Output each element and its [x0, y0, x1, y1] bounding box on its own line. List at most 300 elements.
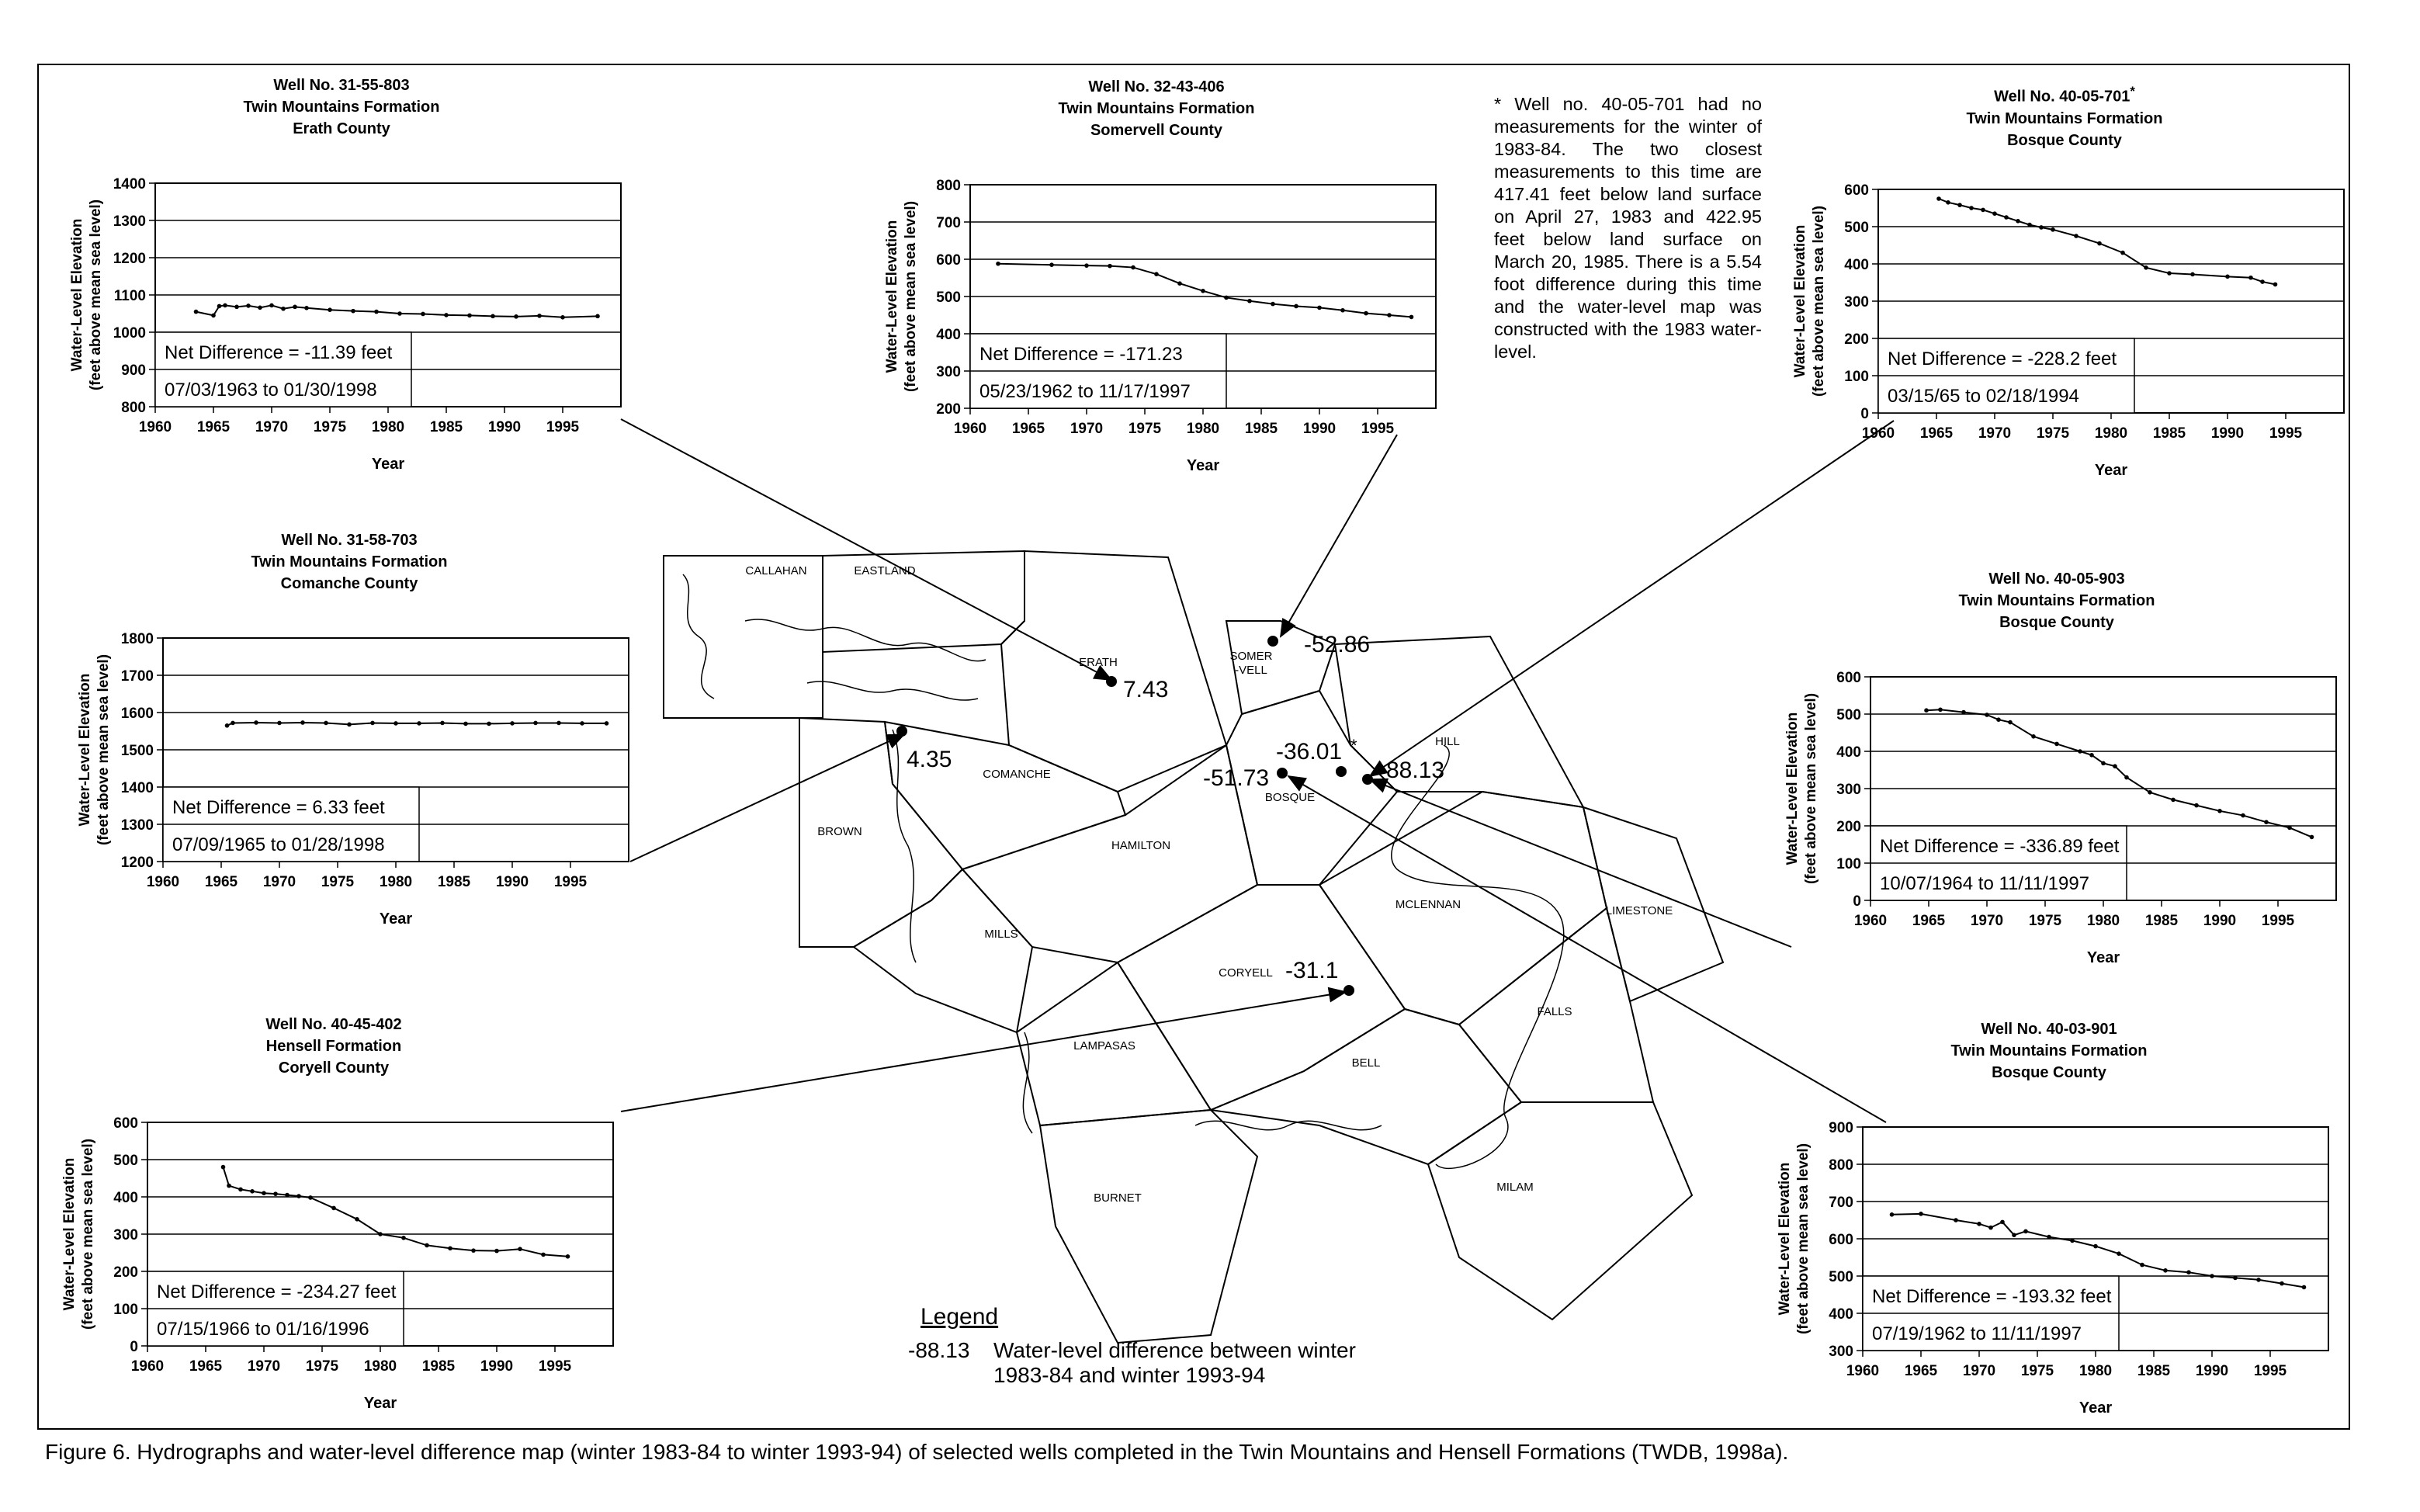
y-axis-label-line: (feet above mean sea level)	[1803, 692, 1819, 885]
x-tick-label: 1975	[305, 1358, 339, 1375]
county-label: FALLS	[1537, 1005, 1572, 1018]
county-label: COMANCHE	[983, 768, 1051, 781]
data-point	[277, 721, 282, 726]
y-tick-label: 300	[1844, 294, 1869, 310]
y-axis-label-line: (feet above mean sea level)	[903, 200, 919, 393]
y-tick-label: 1200	[120, 855, 154, 871]
period-label: 07/03/1963 to 01/30/1998	[165, 380, 377, 401]
x-tick-label: 1985	[421, 1358, 456, 1375]
data-point	[293, 305, 297, 310]
data-point	[518, 1247, 522, 1251]
x-tick-label: 1980	[379, 874, 413, 890]
x-axis-label: Year	[379, 910, 413, 928]
x-tick-label: 1995	[538, 1358, 572, 1375]
data-point	[2194, 803, 2199, 808]
data-point	[1988, 1226, 1993, 1230]
x-tick-label: 1985	[429, 419, 463, 435]
data-point	[1954, 1218, 1958, 1222]
y-tick-label: 1500	[120, 743, 154, 759]
hydrograph-title: Well No. 40-05-903 Twin Mountains Formation Bosque County	[1958, 570, 2155, 631]
period-label: 10/07/1964 to 11/11/1997	[1880, 873, 2090, 894]
y-tick-label: 200	[1836, 819, 1861, 835]
x-tick-label: 1960	[953, 421, 987, 437]
data-point	[491, 314, 495, 319]
y-axis-label-line: (feet above mean sea level)	[1795, 1143, 1812, 1335]
hydrograph-31-58-703	[54, 529, 644, 933]
data-point	[2310, 835, 2314, 840]
county-label: LAMPASAS	[1073, 1039, 1135, 1053]
legend-sample-value: -88.13	[908, 1338, 970, 1362]
data-point	[425, 1243, 429, 1248]
data-point	[2241, 813, 2245, 818]
y-tick-label: 100	[1836, 856, 1861, 872]
data-point	[467, 314, 472, 318]
data-point	[1938, 707, 1943, 712]
y-tick-label: 500	[1829, 1269, 1853, 1285]
data-point	[2012, 1233, 2016, 1237]
x-tick-label: 1970	[1970, 913, 2004, 929]
data-point	[1154, 272, 1159, 276]
y-tick-label: 600	[113, 1115, 138, 1132]
data-point	[1108, 264, 1112, 269]
y-tick-label: 900	[121, 362, 146, 379]
y-tick-label: 1600	[120, 706, 154, 722]
x-tick-label: 1990	[495, 874, 529, 890]
y-tick-label: 0	[1860, 406, 1869, 422]
y-tick-label: 300	[936, 364, 961, 380]
y-tick-label: 1700	[120, 668, 154, 685]
period-label: 05/23/1962 to 11/17/1997	[979, 381, 1191, 402]
data-point	[580, 721, 584, 726]
y-tick-label: 1400	[113, 176, 146, 192]
data-point	[1992, 211, 1997, 216]
y-axis-label	[1784, 693, 1819, 884]
x-axis-label: Year	[363, 1395, 397, 1412]
data-point	[2217, 809, 2222, 813]
x-tick-label: 1995	[1361, 421, 1395, 437]
x-axis-label: Year	[2086, 949, 2120, 966]
data-point	[250, 1189, 255, 1194]
x-tick-label: 1995	[553, 874, 588, 890]
well-value-40-05-903: -88.13	[1378, 758, 1445, 783]
net-difference-label: Net Difference = -234.27 feet	[157, 1281, 397, 1302]
data-point	[2163, 1268, 2168, 1273]
y-axis-label	[61, 1139, 96, 1330]
x-tick-label: 1990	[487, 419, 522, 435]
data-point	[296, 1194, 301, 1198]
y-tick-label: 600	[936, 252, 961, 269]
y-tick-label: 300	[1836, 782, 1861, 798]
y-axis-label-line: (feet above mean sea level)	[1811, 205, 1827, 397]
data-point	[2140, 1263, 2144, 1268]
x-tick-label: 1965	[1912, 913, 1946, 929]
county-label: BELL	[1351, 1056, 1381, 1070]
y-axis-label-line: Water-Level Elevation	[61, 1157, 78, 1311]
data-point	[1131, 265, 1135, 270]
y-tick-label: 800	[1829, 1157, 1853, 1174]
data-point	[494, 1249, 499, 1254]
x-tick-label: 1985	[2144, 913, 2179, 929]
county-label: SOMER -VELL	[1229, 650, 1273, 677]
y-tick-label: 400	[936, 327, 961, 343]
y-tick-label: 1800	[120, 631, 154, 647]
well-value-40-05-701: -36.01	[1276, 739, 1343, 765]
data-point	[2016, 219, 2020, 224]
data-point	[2117, 1251, 2121, 1256]
net-difference-label: Net Difference = -11.39 feet	[165, 342, 393, 363]
y-tick-label: 100	[113, 1302, 138, 1318]
period-label: 07/09/1965 to 01/28/1998	[172, 834, 385, 855]
series-line	[1939, 199, 2276, 284]
data-point	[2078, 749, 2082, 754]
data-point	[281, 307, 286, 311]
data-point	[2287, 826, 2292, 831]
x-tick-label: 1970	[1978, 425, 2012, 442]
x-tick-label: 1990	[1302, 421, 1337, 437]
data-point	[487, 722, 491, 727]
y-tick-label: 400	[1829, 1306, 1853, 1323]
x-tick-label: 1985	[2152, 425, 2186, 442]
data-point	[2186, 1270, 2191, 1274]
well-value-40-03-901: -51.73	[1203, 765, 1270, 791]
data-point	[1985, 713, 1989, 717]
data-point	[533, 721, 538, 726]
x-tick-label: 1960	[1861, 425, 1895, 442]
well-value-comanche: 4.35	[907, 747, 952, 772]
data-point	[1387, 313, 1392, 317]
x-axis-label: Year	[2094, 462, 2128, 479]
y-tick-label: 500	[113, 1153, 138, 1169]
y-axis-label-line: Water-Level Elevation	[1777, 1162, 1793, 1316]
data-point	[1961, 710, 1966, 715]
data-point	[351, 309, 355, 314]
data-point	[225, 723, 230, 728]
data-point	[605, 721, 609, 726]
y-tick-label: 100	[1844, 369, 1869, 385]
data-point	[401, 1236, 406, 1240]
y-axis-label-line: (feet above mean sea level)	[80, 1138, 96, 1330]
y-tick-label: 200	[113, 1264, 138, 1281]
data-point	[417, 721, 421, 726]
y-axis-label	[1777, 1143, 1812, 1334]
x-tick-label: 1990	[2203, 913, 2237, 929]
x-tick-label: 1965	[204, 874, 238, 890]
data-point	[1957, 203, 1962, 207]
data-point	[2039, 225, 2044, 230]
data-point	[2190, 272, 2195, 277]
data-point	[1946, 200, 1950, 205]
data-point	[1969, 206, 1974, 210]
data-point	[1294, 304, 1298, 309]
data-point	[1224, 296, 1229, 300]
county-label: LIMESTONE	[1605, 904, 1673, 917]
county-label: MCLENNAN	[1395, 898, 1461, 911]
x-tick-label: 1970	[255, 419, 289, 435]
data-point	[378, 1232, 383, 1236]
x-tick-label: 1960	[138, 419, 172, 435]
data-point	[595, 314, 600, 319]
y-tick-label: 1300	[120, 817, 154, 834]
data-point	[2233, 1276, 2238, 1281]
asterisk-mark: *	[1350, 736, 1357, 755]
y-axis-label	[77, 654, 112, 845]
x-tick-label: 1970	[1962, 1363, 1996, 1379]
data-point	[221, 1165, 226, 1170]
data-point	[2000, 1220, 2005, 1225]
data-point	[2004, 215, 2009, 220]
y-tick-label: 200	[936, 401, 961, 418]
x-tick-label: 1995	[546, 419, 580, 435]
data-point	[2097, 241, 2102, 246]
data-point	[2047, 1235, 2051, 1240]
x-tick-label: 1990	[2195, 1363, 2229, 1379]
data-point	[231, 721, 235, 726]
x-tick-label: 1995	[2269, 425, 2303, 442]
data-point	[211, 314, 216, 318]
data-point	[1409, 315, 1414, 320]
y-tick-label: 600	[1829, 1232, 1853, 1248]
data-point	[1981, 208, 1985, 213]
county-label: EASTLAND	[854, 564, 916, 577]
data-point	[234, 305, 239, 310]
legend	[908, 1304, 1356, 1388]
y-tick-label: 1100	[113, 288, 146, 304]
hydrograph-40-05-903	[1762, 568, 2352, 972]
data-point	[2124, 775, 2129, 780]
hydrograph-title: Well No. 31-55-803 Twin Mountains Formation Erath County	[243, 77, 440, 137]
data-point	[444, 313, 449, 317]
y-tick-label: 600	[1836, 670, 1861, 686]
y-axis-label-line: Water-Level Elevation	[1792, 224, 1808, 378]
data-point	[537, 314, 542, 318]
hydrograph-40-45-402	[39, 1014, 629, 1417]
data-point	[2264, 820, 2269, 824]
data-point	[2093, 1244, 2098, 1249]
county-label: ERATH	[1079, 656, 1118, 669]
hydrograph-title: Well No. 40-45-402 Hensell Formation Coryell County	[265, 1016, 402, 1077]
y-axis-label-line: (feet above mean sea level)	[95, 654, 112, 846]
x-tick-label: 1965	[196, 419, 231, 435]
legend-text: Water-level difference between winter	[993, 1338, 1356, 1362]
data-point	[2027, 223, 2032, 227]
data-point	[324, 721, 328, 726]
data-point	[355, 1217, 359, 1222]
data-point	[273, 1191, 278, 1196]
x-tick-label: 1980	[2094, 425, 2128, 442]
x-tick-label: 1975	[2028, 913, 2062, 929]
data-point	[1084, 263, 1089, 268]
y-tick-label: 400	[1844, 257, 1869, 273]
x-tick-label: 1970	[247, 1358, 281, 1375]
x-tick-label: 1970	[1070, 421, 1104, 437]
data-point	[556, 721, 561, 726]
data-point	[463, 722, 468, 727]
y-tick-label: 500	[936, 290, 961, 306]
county-label: BROWN	[817, 825, 862, 838]
data-point	[2148, 790, 2152, 795]
x-tick-label: 1970	[262, 874, 296, 890]
x-tick-label: 1995	[2253, 1363, 2287, 1379]
x-tick-label: 1965	[1904, 1363, 1938, 1379]
x-tick-label: 1975	[2020, 1363, 2054, 1379]
x-tick-label: 1980	[2086, 913, 2120, 929]
data-point	[397, 311, 402, 316]
data-point	[1340, 308, 1345, 313]
data-point	[374, 310, 379, 314]
county-label: CORYELL	[1219, 966, 1273, 980]
data-point	[471, 1248, 476, 1253]
hydrograph-title: Well No. 31-58-703 Twin Mountains Formation Comanche County	[251, 532, 448, 592]
y-axis-label-line: Water-Level Elevation	[884, 220, 900, 373]
data-point	[2120, 251, 2125, 255]
county-label: MILAM	[1496, 1181, 1534, 1194]
data-point	[269, 303, 274, 308]
data-point	[1890, 1212, 1895, 1217]
net-difference-label: Net Difference = 6.33 feet	[172, 797, 385, 818]
x-tick-label: 1960	[1853, 913, 1888, 929]
series-line	[227, 723, 607, 726]
data-point	[194, 310, 199, 314]
y-tick-label: 1200	[113, 251, 146, 267]
data-point	[2167, 271, 2172, 276]
y-axis-label-line: Water-Level Elevation	[77, 673, 93, 827]
data-point	[285, 1193, 289, 1198]
y-tick-label: 1000	[113, 325, 146, 342]
data-point	[1924, 708, 1929, 713]
data-point	[2054, 742, 2059, 747]
data-point	[1201, 289, 1205, 293]
data-point	[1364, 311, 1368, 316]
data-point	[217, 304, 222, 309]
y-axis-label	[884, 201, 919, 392]
y-tick-label: 900	[1829, 1120, 1853, 1136]
net-difference-label: Net Difference = -193.32 feet	[1872, 1286, 2112, 1307]
y-tick-label: 0	[130, 1339, 138, 1355]
data-point	[541, 1253, 546, 1257]
x-tick-label: 1985	[2137, 1363, 2171, 1379]
y-tick-label: 300	[1829, 1344, 1853, 1360]
data-point	[347, 723, 352, 727]
legend-title: Legend	[921, 1304, 999, 1330]
data-point	[510, 721, 515, 726]
data-point	[262, 1191, 266, 1195]
y-tick-label: 400	[113, 1190, 138, 1206]
hydrograph-title: Well No. 40-03-901 Twin Mountains Formation Bosque County	[1950, 1021, 2148, 1081]
data-point	[300, 720, 305, 725]
data-point	[566, 1254, 570, 1259]
county-label: MILLS	[984, 928, 1018, 941]
legend-text: 1983-84 and winter 1993-94	[993, 1363, 1266, 1387]
data-point	[2260, 279, 2265, 284]
x-tick-label: 1975	[1128, 421, 1162, 437]
hydrograph-title: Well No. 32-43-406 Twin Mountains Formation Somervell County	[1058, 78, 1255, 139]
figure-caption: Figure 6. Hydrographs and water-level difference map (winter 1983-84 to winter 1993-94) of selected wells completed in the Twin Mountains and Hensell Formations (TWDB, 1998a).	[45, 1440, 1789, 1464]
data-point	[238, 1188, 243, 1192]
x-tick-label: 1990	[2210, 425, 2245, 442]
data-point	[258, 306, 262, 310]
x-tick-label: 1980	[371, 419, 405, 435]
data-point	[394, 721, 398, 726]
y-tick-label: 400	[1836, 744, 1861, 761]
hydrograph-40-05-701	[1770, 81, 2359, 484]
county-label: HILL	[1435, 735, 1460, 748]
hydrograph-title: Well No. 40-05-701* Twin Mountains Formation Bosque County	[1966, 84, 2163, 149]
data-point	[514, 314, 518, 319]
x-tick-label: 1975	[313, 419, 347, 435]
y-tick-label: 0	[1853, 893, 1861, 910]
data-point	[370, 721, 375, 726]
footnote-well-40-05-701: * Well no. 40-05-701 had no measurements for the winter of 1983-84. The two closest measurements to this time are 417.41 feet below land surface on April 27, 1983 and 422.95 feet below land surface on March 20, 1985. There is a 5.54 foot difference during this time and the water-level map was constructed with the 1983 water-level.	[1494, 94, 1762, 362]
x-tick-label: 1975	[321, 874, 355, 890]
county-label: HAMILTON	[1111, 839, 1171, 852]
data-point	[2248, 276, 2253, 280]
x-tick-label: 1960	[146, 874, 180, 890]
period-label: 07/15/1966 to 01/16/1996	[157, 1319, 369, 1340]
county-label: BOSQUE	[1264, 791, 1316, 804]
data-point	[1317, 306, 1322, 310]
net-difference-label: Net Difference = -336.89 feet	[1880, 836, 2120, 857]
x-axis-label: Year	[371, 456, 405, 473]
x-tick-label: 1980	[363, 1358, 397, 1375]
data-point	[2089, 753, 2094, 758]
hydrograph-31-55-803	[47, 75, 636, 478]
data-point	[2273, 283, 2278, 287]
hydrograph-32-43-406	[862, 76, 1451, 480]
data-point	[1247, 299, 1252, 303]
data-point	[2210, 1274, 2214, 1278]
net-difference-label: Net Difference = -171.23	[979, 344, 1183, 365]
period-label: 07/19/1962 to 11/11/1997	[1872, 1323, 2082, 1344]
y-tick-label: 500	[1844, 220, 1869, 236]
data-point	[2171, 798, 2176, 803]
data-point	[2144, 265, 2148, 270]
well-value-coryell: -31.1	[1285, 958, 1339, 983]
well-value-somervell: -52.86	[1304, 632, 1371, 657]
data-point	[2302, 1285, 2307, 1290]
data-point	[1049, 262, 1054, 267]
y-axis-label-line: Water-Level Elevation	[69, 218, 85, 372]
x-tick-label: 1985	[437, 874, 471, 890]
y-tick-label: 500	[1836, 707, 1861, 723]
data-point	[308, 1195, 313, 1200]
data-point	[2225, 275, 2230, 279]
data-point	[2113, 764, 2117, 768]
data-point	[1919, 1212, 1923, 1216]
well-value-erath: 7.43	[1123, 677, 1169, 702]
data-point	[2008, 720, 2013, 725]
x-tick-label: 1985	[1244, 421, 1278, 437]
data-point	[440, 721, 445, 726]
data-point	[304, 306, 309, 310]
x-tick-label: 1960	[1846, 1363, 1880, 1379]
x-axis-label: Year	[2078, 1399, 2113, 1417]
data-point	[2031, 734, 2036, 739]
series-line	[224, 1167, 568, 1257]
x-tick-label: 1980	[2078, 1363, 2113, 1379]
data-point	[1977, 1222, 1981, 1226]
x-tick-label: 1965	[1011, 421, 1045, 437]
data-point	[996, 262, 1000, 266]
x-tick-label: 1965	[189, 1358, 223, 1375]
y-tick-label: 800	[936, 178, 961, 194]
data-point	[328, 307, 332, 312]
data-point	[2074, 234, 2078, 238]
data-point	[1996, 717, 2001, 722]
x-tick-label: 1995	[2261, 913, 2295, 929]
y-tick-label: 600	[1844, 182, 1869, 199]
y-tick-label: 1300	[113, 213, 146, 230]
data-point	[223, 303, 227, 308]
